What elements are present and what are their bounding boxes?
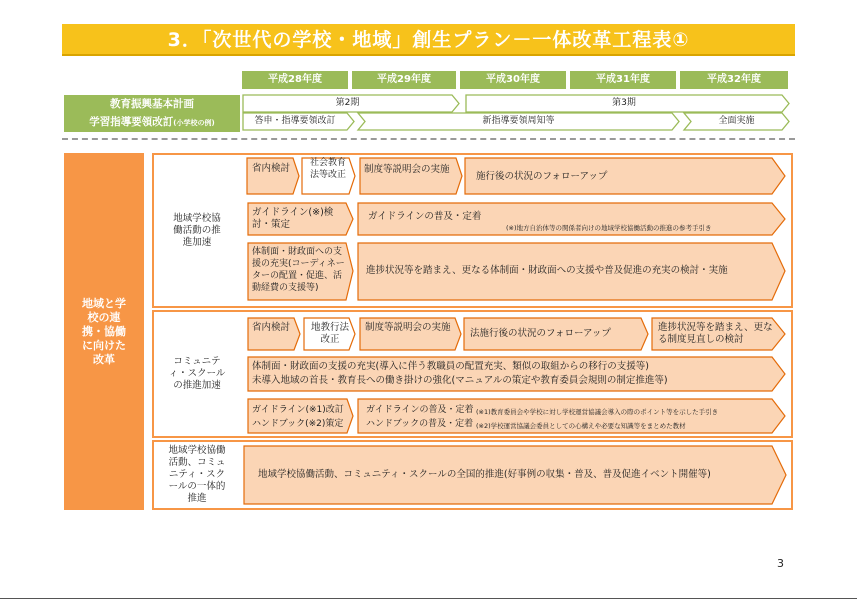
s2-r1-box3: 制度等説明会の実施 <box>365 322 451 333</box>
s1-r2-arrow-text: ガイドラインの普及・定着 <box>368 211 482 222</box>
s1-r1-box3: 制度等説明会の実施 <box>364 164 450 175</box>
phase2-label: 第2期 <box>335 98 360 108</box>
year-header-h32: 平成32年度 <box>680 71 788 89</box>
s3-arrow-text: 地域学校協働活動、コミュニティ・スクールの全国的推進(好事例の収集・普及、普及促進イベント開催等) <box>258 469 711 480</box>
plan-label-curriculum-text: 学習指導要領改訂 <box>89 116 174 128</box>
s1-r3-arrow-text: 進捗状況等を踏まえ、更なる体制面・財政面への支援や普及促進の充実の検討・実施 <box>366 265 728 276</box>
s1-r3-box: 体制面・財政面への支援の充実(コーディネーターの配置・促進、活動経費の支援等) <box>252 247 345 293</box>
plan-label-curriculum-note: (小学校の例) <box>173 119 215 127</box>
page-number: 3 <box>777 557 784 570</box>
section2-label-text: コミュニティ・スクールの推進加速 <box>168 356 226 391</box>
s2-r1-box2: 地教行法改正 <box>310 322 349 345</box>
s2-r1-arrow-text: 法施行後の状況のフォローアップ <box>470 328 611 339</box>
s2-r1-box1: 省内検討 <box>252 322 291 333</box>
page-title: 3．「次世代の学校・地域」創生プラン－一体改革工程表① <box>62 24 795 56</box>
s1-r1-arrow-text: 施行後の状況のフォローアップ <box>476 171 608 182</box>
step2-label: 新指導要領周知等 <box>482 116 555 126</box>
s2-r3-box-line2: ハンドブック(※2)策定 <box>252 419 344 429</box>
footer-rule <box>0 598 857 599</box>
s1-r2-note: (※)地方自治体等の関係者向けの地域学校協働活動の推進の参考手引き <box>506 224 712 232</box>
year-header-h28: 平成28年度 <box>242 71 348 89</box>
s2-r2-line2: 未導入地域の首長・教育長への働き掛けの強化(マニュアルの策定や教育委員会規則の制定推進等) <box>252 375 668 386</box>
plan-label-education: 教育振興基本計画 <box>64 95 240 113</box>
s1-r1-box2: 社会教育法等改正 <box>309 158 346 180</box>
s2-r2-line1: 体制面・財政面の支援の充実(導入に伴う教職員の配置充実、類似の取組からの移行の支援等) <box>252 361 649 372</box>
section1-label-text: 地域学校協働活動の推進加速 <box>173 213 221 248</box>
s2-r3-arrow-line1: ガイドラインの普及・定着 <box>366 405 474 415</box>
side-label-text: 地域と学校の連携・協働に向けた改革 <box>82 296 126 366</box>
s1-r2-box: ガイドライン(※)検討・策定 <box>252 207 334 230</box>
phase3-label: 第3期 <box>612 98 636 108</box>
year-header-h31: 平成31年度 <box>570 71 676 89</box>
s2-r3-box-line1: ガイドライン(※1)改訂 <box>252 405 344 415</box>
s2-r3-note1: (※1)教育委員会や学校に対し学校運営協議会導入の際のポイント等を示した手引き <box>476 408 719 416</box>
s2-r3-note2: (※2)学校運営協議会委員としての心構えや必要な知識等をまとめた教材 <box>476 422 686 430</box>
year-header-h29: 平成29年度 <box>352 71 456 89</box>
s1-r1-box1: 省内検討 <box>252 163 291 174</box>
step3-label: 全面実施 <box>718 116 755 126</box>
s2-r3-arrow-line2: ハンドブックの普及・定着 <box>366 419 474 429</box>
section3-label-text: 地域学校協働活動、コミュニティ・スクールの一体的推進 <box>168 445 226 504</box>
year-header-h30: 平成30年度 <box>460 71 566 89</box>
step1-label: 答申・指導要領改訂 <box>254 116 336 126</box>
s2-r1-box4: 進捗状況等を踏まえ、更なる制度見直しの検討 <box>658 322 773 345</box>
